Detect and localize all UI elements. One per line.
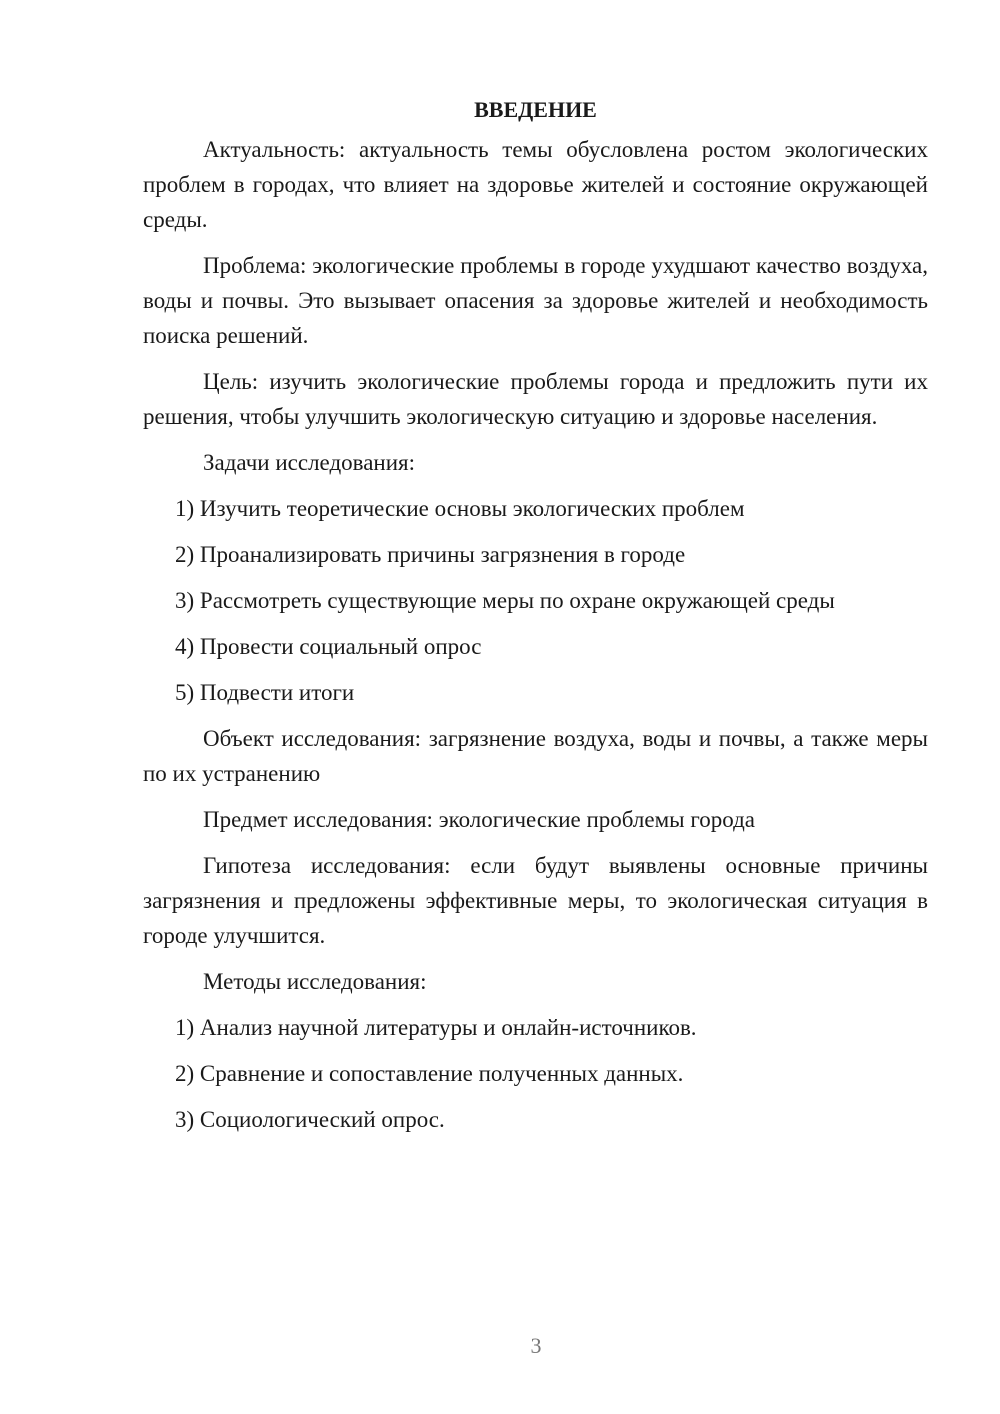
section-heading: ВВЕДЕНИЕ [474,97,597,122]
method-item: 1) Анализ научной литературы и онлайн-источников. [175,1015,697,1040]
methods-title: Методы исследования: [203,969,427,994]
goal-paragraph: Цель: изучить экологические проблемы города и предложить пути их решения, чтобы улучшить экологическую ситуацию и здоровье населения. [143,369,928,429]
task-item: 5) Подвести итоги [175,680,355,705]
tasks-list [143,491,928,710]
method-item: 3) Социологический опрос. [175,1107,445,1132]
methods-list [143,1010,928,1137]
subject-paragraph: Предмет исследования: экологические проблемы города [203,807,755,832]
task-item: 1) Изучить теоретические основы экологических проблем [175,496,745,521]
page-content [143,92,928,1148]
relevance-paragraph: Актуальность: актуальность темы обусловлена ростом экологических проблем в городах, что влияет на здоровье жителей и состояние окружающей среды. [143,137,928,232]
hypothesis-paragraph: Гипотеза исследования: если будут выявлены основные причины загрязнения и предложены эффективные меры, то экологическая ситуация в городе улучшится. [143,853,928,948]
problem-paragraph: Проблема: экологические проблемы в городе ухудшают качество воздуха, воды и почвы. Это вызывает опасения за здоровье жителей и необходимость поиска решений. [143,253,928,348]
task-item: 3) Рассмотреть существующие меры по охране окружающей среды [175,588,835,613]
task-item: 2) Проанализировать причины загрязнения в городе [175,542,686,567]
object-paragraph: Объект исследования: загрязнение воздуха, воды и почвы, а также меры по их устранению [143,726,928,786]
task-item: 4) Провести социальный опрос [175,634,482,659]
method-item: 2) Сравнение и сопоставление полученных данных. [175,1061,684,1086]
tasks-title: Задачи исследования: [203,450,416,475]
page-number: 3 [530,1333,542,1358]
